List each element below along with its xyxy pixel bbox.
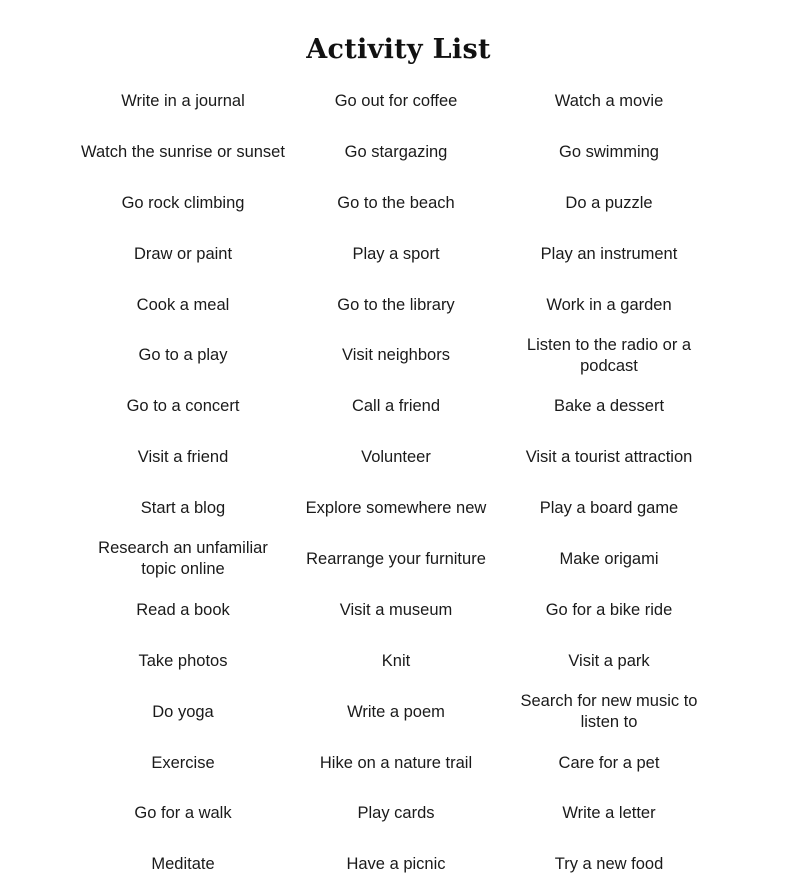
activity-item: Go to a play <box>138 346 228 365</box>
activity-item: Do yoga <box>152 702 214 721</box>
activity-item: Go to the library <box>337 295 455 314</box>
activity-item: Play an instrument <box>540 244 678 263</box>
activity-item: Care for a pet <box>558 753 660 772</box>
activity-item: Do a puzzle <box>565 193 653 212</box>
activity-item: Listen to the radio or a podcast <box>526 335 692 375</box>
activity-item: Draw or paint <box>133 244 233 263</box>
activity-item: Call a friend <box>351 397 441 416</box>
activity-item: Go to the beach <box>337 193 455 212</box>
activity-item: Make origami <box>559 549 659 568</box>
activity-item: Explore somewhere new <box>305 499 487 518</box>
activity-item: Hike on a nature trail <box>319 753 473 772</box>
activity-item: Cook a meal <box>136 295 230 314</box>
activity-item: Volunteer <box>361 448 431 467</box>
activity-item: Have a picnic <box>346 855 446 874</box>
activity-item: Go out for coffee <box>334 91 458 110</box>
activity-item: Visit neighbors <box>342 346 450 365</box>
activity-item: Go for a walk <box>134 804 232 823</box>
activity-item: Knit <box>381 651 411 670</box>
activity-item: Go stargazing <box>344 142 448 161</box>
activity-item: Play cards <box>357 804 435 823</box>
activity-item: Search for new music to listen to <box>520 692 698 732</box>
activity-item: Visit a park <box>568 651 650 670</box>
activity-item: Take photos <box>138 651 228 670</box>
activity-item: Visit a museum <box>339 600 453 619</box>
activity-item: Watch a movie <box>554 91 664 110</box>
activity-item: Start a blog <box>140 499 226 518</box>
activity-item: Try a new food <box>554 855 664 874</box>
activity-item: Rearrange your furniture <box>306 549 486 568</box>
activity-item: Go for a bike ride <box>545 600 673 619</box>
activity-item: Play a sport <box>352 244 440 263</box>
activity-item: Read a book <box>136 600 230 619</box>
activity-item: Research an unfamiliar topic online <box>98 539 268 579</box>
activity-item: Write in a journal <box>121 91 245 110</box>
activity-item: Visit a tourist attraction <box>525 448 693 467</box>
activity-item: Play a board game <box>539 499 679 518</box>
activity-item: Go swimming <box>559 142 659 161</box>
activity-item: Bake a dessert <box>553 397 665 416</box>
activity-item: Watch the sunrise or sunset <box>81 142 285 161</box>
activity-item: Go rock climbing <box>121 193 245 212</box>
activity-item: Write a letter <box>562 804 656 823</box>
activity-item: Exercise <box>151 753 215 772</box>
activity-grid <box>77 76 715 890</box>
activity-item: Visit a friend <box>137 448 229 467</box>
activity-item: Go to a concert <box>126 397 240 416</box>
activity-item: Work in a garden <box>546 295 672 314</box>
page-title: Activity List <box>306 34 491 66</box>
activity-item: Write a poem <box>347 702 445 721</box>
activity-item: Meditate <box>151 855 215 874</box>
